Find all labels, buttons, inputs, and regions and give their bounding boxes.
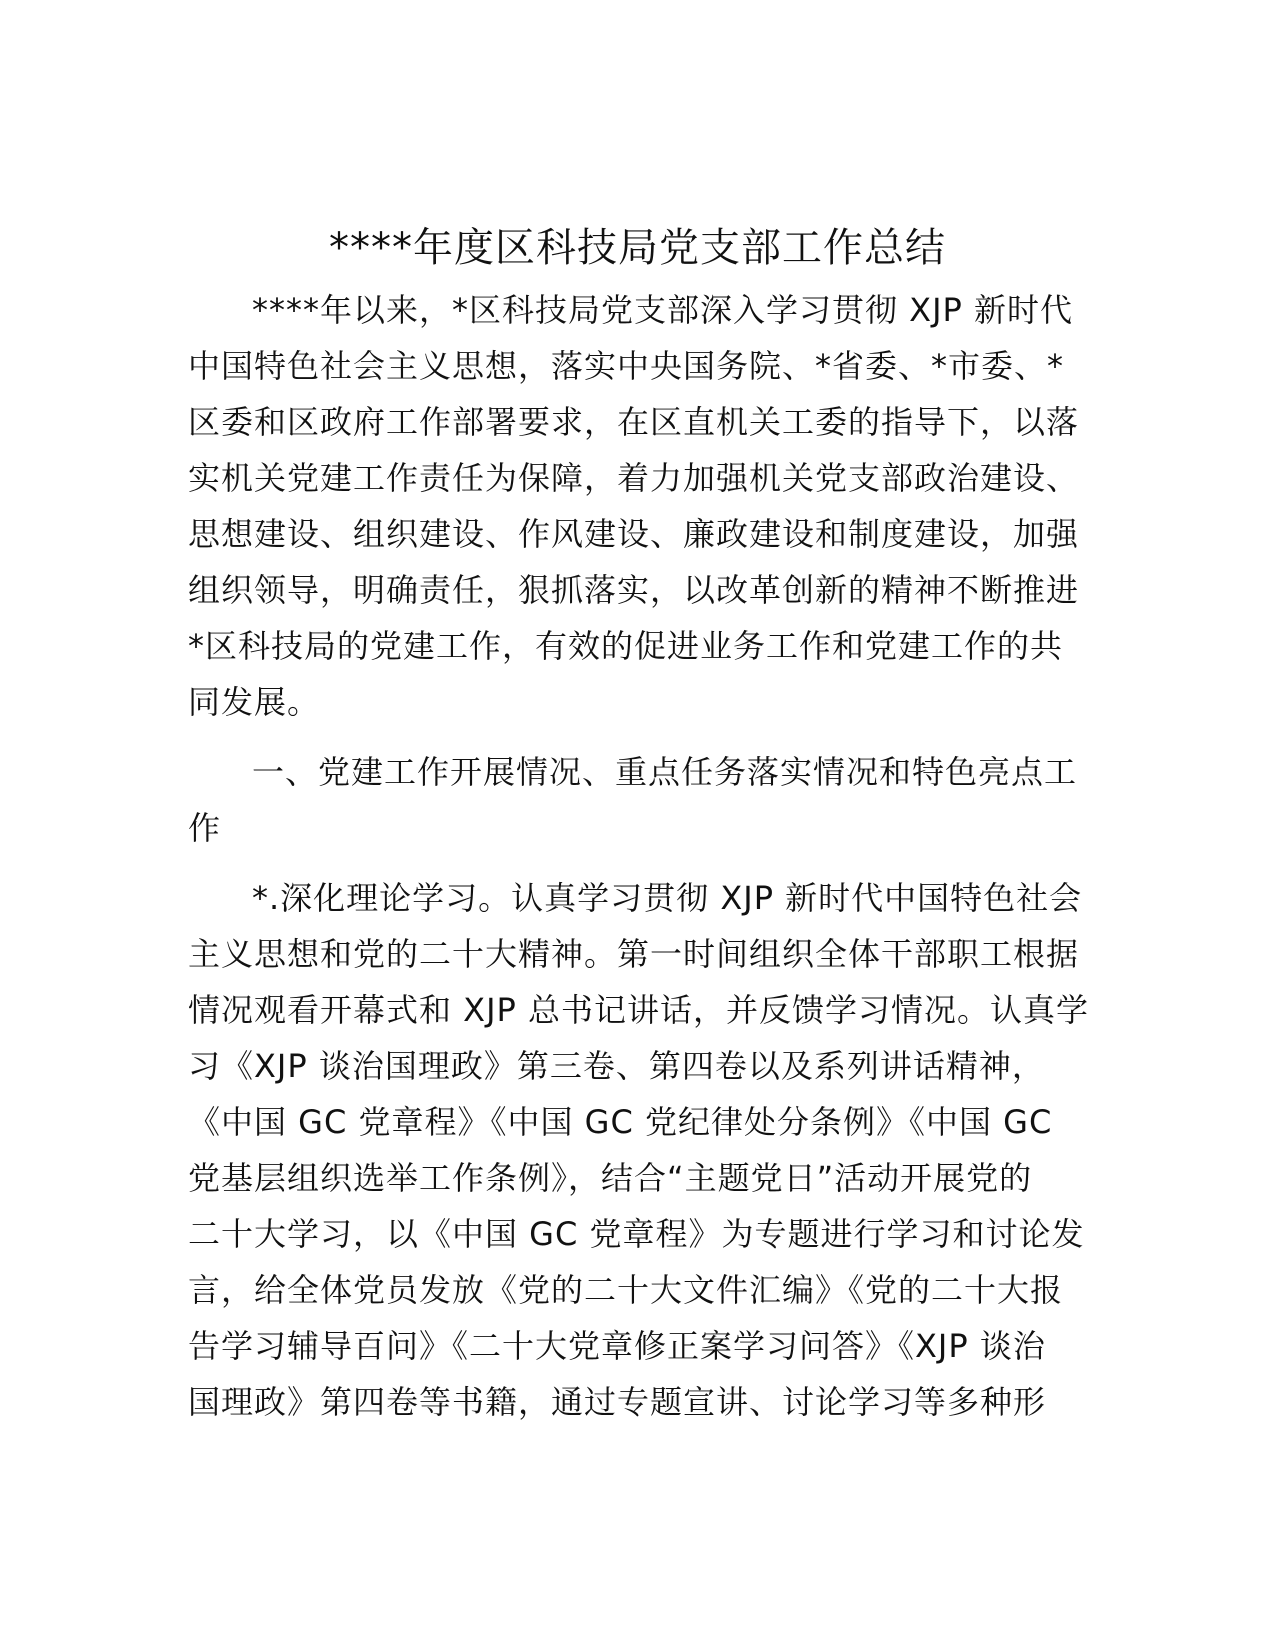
paragraph-1-line-6: 组织领导，明确责任，狠抓落实，以改革创新的精神不断推进 [188, 571, 1080, 609]
paragraph-1-line-3: 区委和区政府工作部署要求，在区直机关工委的指导下，以落 [188, 403, 1080, 441]
paragraph-3-line-5: 《中国 GC 党章程》《中国 GC 党纪律处分条例》《中国 GC [188, 1103, 1053, 1141]
paragraph-1-line-7: *区科技局的党建工作，有效的促进业务工作和党建工作的共 [188, 627, 1064, 665]
paragraph-1-line-1: ****年以来，*区科技局党支部深入学习贯彻 XJP 新时代 [252, 291, 1074, 329]
paragraph-3-line-9: 告学习辅导百问》《二十大党章修正案学习问答》《XJP 谈治 [188, 1327, 1046, 1365]
paragraph-3-line-6: 党基层组织选举工作条例》，结合“主题党日”活动开展党的 [188, 1159, 1033, 1197]
paragraph-3-line-8: 言，给全体党员发放《党的二十大文件汇编》《党的二十大报 [188, 1271, 1064, 1309]
paragraph-3-line-7: 二十大学习，以《中国 GC 党章程》为专题进行学习和讨论发 [188, 1215, 1085, 1253]
paragraph-3-line-10: 国理政》第四卷等书籍，通过专题宣讲、讨论学习等多种形 [188, 1383, 1047, 1421]
section-heading-line-2: 作 [188, 809, 222, 847]
paragraph-3-line-1: *.深化理论学习。认真学习贯彻 XJP 新时代中国特色社会 [252, 879, 1083, 917]
paragraph-1-line-8: 同发展。 [188, 683, 321, 721]
paragraph-1-line-2: 中国特色社会主义思想，落实中央国务院、*省委、*市委、* [188, 347, 1065, 385]
paragraph-3-line-2: 主义思想和党的二十大精神。第一时间组织全体干部职工根据 [188, 935, 1080, 973]
document-title: ****年度区科技局党支部工作总结 [329, 225, 946, 271]
paragraph-3-line-3: 情况观看开幕式和 XJP 总书记讲话，并反馈学习情况。认真学 [188, 991, 1090, 1029]
section-heading-line-1: 一、党建工作开展情况、重点任务落实情况和特色亮点工 [252, 753, 1078, 791]
paragraph-3-line-4: 习《XJP 谈治国理政》第三卷、第四卷以及系列讲话精神， [188, 1047, 1045, 1085]
paragraph-1-line-5: 思想建设、组织建设、作风建设、廉政建设和制度建设，加强 [188, 515, 1080, 553]
paragraph-1-line-4: 实机关党建工作责任为保障，着力加强机关党支部政治建设、 [188, 459, 1080, 497]
